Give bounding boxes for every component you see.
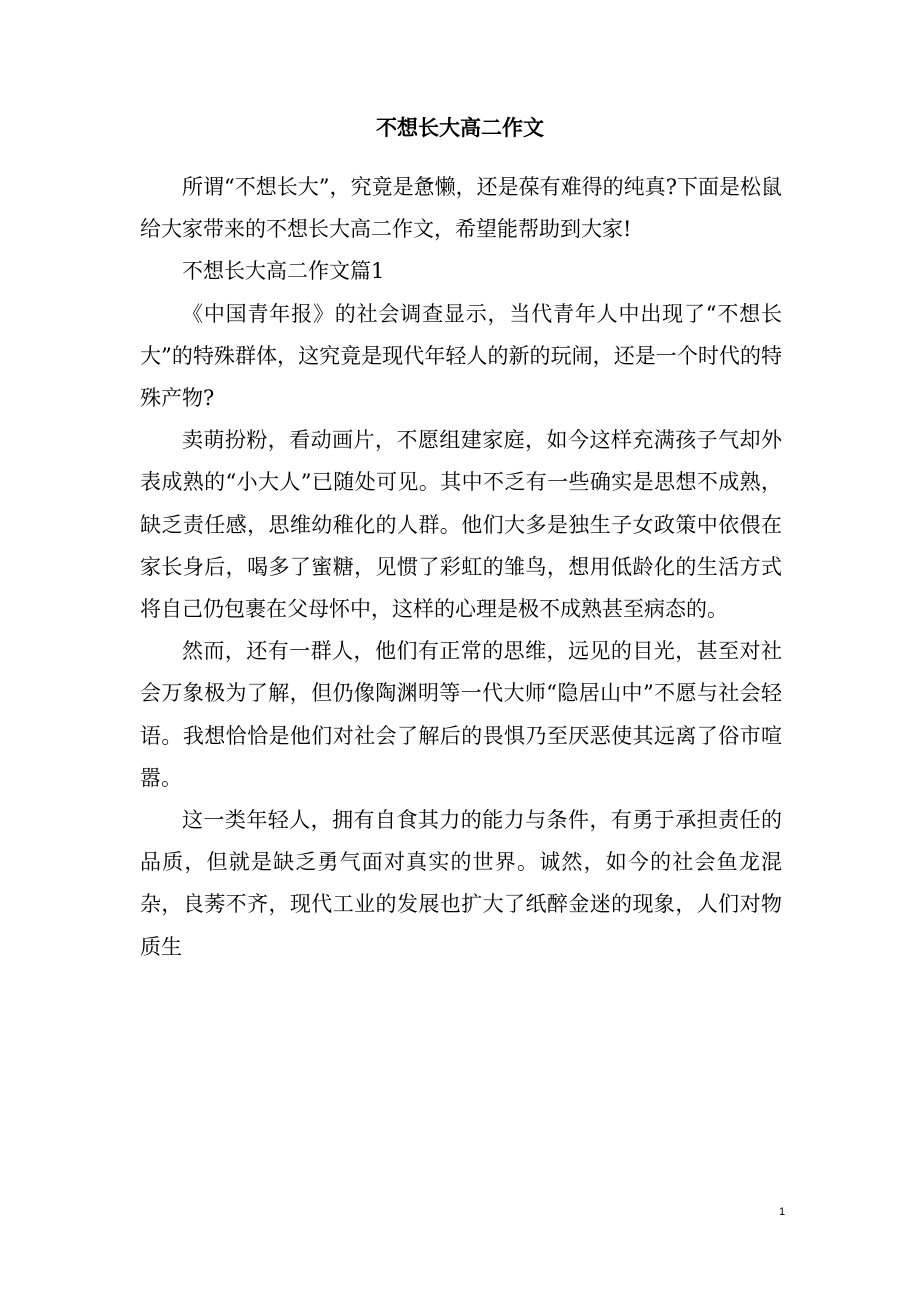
paragraph-survey: 《中国青年报》的社会调查显示，当代青年人中出现了“不想长大”的特殊群体，这究竟是现代年轻人的新的玩闹，还是一个时代的特殊产物? [140, 301, 782, 411]
page-number: 1 [778, 1206, 786, 1218]
paragraph-young-people: 这一类年轻人，拥有自食其力的能力与条件，有勇于承担责任的品质，但就是缺乏勇气面对真实的世界。诚然，如今的社会鱼龙混杂，良莠不齐，现代工业的发展也扩大了纸醉金迷的现象，人们对物质生 [140, 808, 782, 959]
document-body [140, 166, 782, 968]
paragraph-intro: 所谓“不想长大”，究竟是惫懒，还是葆有难得的纯真?下面是松鼠给大家带来的不想长大高二作文，希望能帮助到大家! [140, 175, 782, 242]
paragraph-another-group: 然而，还有一群人，他们有正常的思维，远见的目光，甚至对社会万象极为了解，但仍像陶渊明等一代大师“隐居山中”不愿与社会轻语。我想恰恰是他们对社会了解后的畏惧乃至厌恶使其远离了俗市喧嚣。 [140, 639, 782, 790]
paragraph-cute-adults: 卖萌扮粉，看动画片，不愿组建家庭，如今这样充满孩子气却外表成熟的“小大人”已随处可见。其中不乏有一些确实是思想不成熟，缺乏责任感，思维幼稚化的人群。他们大多是独生子女政策中依偎在家长身后，喝多了蜜糖，见惯了彩虹的雏鸟，想用低龄化的生活方式将自己仍包裹在父母怀中，这样的心理是极不成熟甚至病态的。 [140, 428, 782, 622]
paragraph-section-heading: 不想长大高二作文篇1 [182, 259, 385, 284]
document-title: 不想长大高二作文 [376, 115, 544, 140]
